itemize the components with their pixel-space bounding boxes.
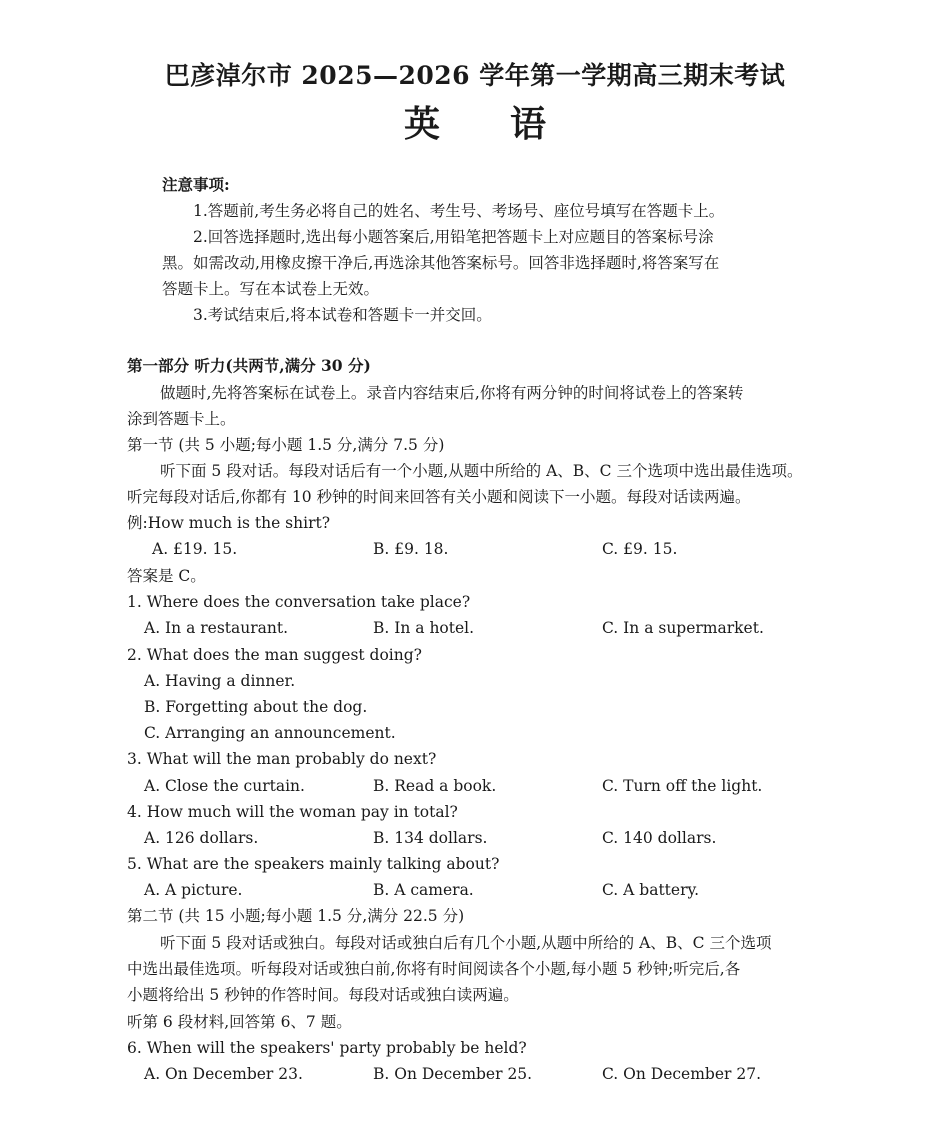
q6-option-c: C. On December 27.: [602, 1065, 762, 1083]
material-6-instruction: 听第 6 段材料,回答第 6、7 题。: [127, 1013, 352, 1031]
q3-option-b: B. Read a book.: [373, 777, 497, 795]
question-1: 1. Where does the conversation take place?: [127, 593, 471, 611]
q5-option-c: C. A battery.: [602, 881, 700, 899]
q4-option-a: A. 126 dollars.: [144, 829, 259, 847]
exam-title: 巴彦淖尔市 2025—2026 学年第一学期高三期末考试: [164, 61, 786, 90]
question-3: 3. What will the man probably do next?: [127, 750, 437, 768]
q1-option-a: A. In a restaurant.: [144, 619, 289, 637]
question-6: 6. When will the speakers' party probably be held?: [127, 1039, 527, 1057]
section2-instr-line-3: 小题将给出 5 秒钟的作答时间。每段对话或独白读两遍。: [127, 986, 519, 1004]
example-option-c: C. £9. 15.: [602, 540, 678, 558]
q2-option-c: C. Arranging an announcement.: [144, 724, 396, 742]
notice-item-2-line-3: 答题卡上。写在本试卷上无效。: [162, 280, 380, 298]
part1-intro-line-2: 涂到答题卡上。: [127, 410, 236, 428]
q3-option-a: A. Close the curtain.: [144, 777, 305, 795]
section2-instr-line-2: 中选出最佳选项。听每段对话或独白前,你将有时间阅读各个小题,每小题 5 秒钟;听完后,各: [127, 960, 741, 978]
q2-option-b: B. Forgetting about the dog.: [144, 698, 368, 716]
example-question: 例:How much is the shirt?: [127, 514, 331, 532]
notice-heading: 注意事项:: [162, 175, 230, 194]
subject-title: 英语: [403, 103, 616, 145]
section1-instr-line-2: 听完每段对话后,你都有 10 秒钟的时间来回答有关小题和阅读下一小题。每段对话读两遍。: [127, 488, 751, 506]
notice-item-1: 1.答题前,考生务必将自己的姓名、考生号、考场号、座位号填写在答题卡上。: [193, 202, 725, 220]
q5-option-a: A. A picture.: [144, 881, 243, 899]
question-4: 4. How much will the woman pay in total?: [127, 803, 458, 821]
q4-option-c: C. 140 dollars.: [602, 829, 717, 847]
part1-intro-line-1: 做题时,先将答案标在试卷上。录音内容结束后,你将有两分钟的时间将试卷上的答案转: [160, 384, 744, 402]
q6-option-b: B. On December 25.: [373, 1065, 533, 1083]
part1-heading: 第一部分 听力(共两节,满分 30 分): [127, 356, 371, 375]
section1-heading: 第一节 (共 5 小题;每小题 1.5 分,满分 7.5 分): [127, 436, 445, 454]
example-option-a: A. £19. 15.: [152, 540, 238, 558]
example-answer: 答案是 C。: [127, 567, 206, 585]
notice-item-2-line-2: 黑。如需改动,用橡皮擦干净后,再选涂其他答案标号。回答非选择题时,将答案写在: [162, 254, 720, 272]
section1-instr-line-1: 听下面 5 段对话。每段对话后有一个小题,从题中所给的 A、B、C 三个选项中选出最佳选项。: [160, 462, 803, 480]
section2-heading: 第二节 (共 15 小题;每小题 1.5 分,满分 22.5 分): [127, 907, 465, 925]
q6-option-a: A. On December 23.: [144, 1065, 303, 1083]
q3-option-c: C. Turn off the light.: [602, 777, 763, 795]
question-2: 2. What does the man suggest doing?: [127, 646, 422, 664]
q5-option-b: B. A camera.: [373, 881, 474, 899]
example-option-b: B. £9. 18.: [373, 540, 449, 558]
question-5: 5. What are the speakers mainly talking about?: [127, 855, 500, 873]
q4-option-b: B. 134 dollars.: [373, 829, 488, 847]
notice-item-2-line-1: 2.回答选择题时,选出每小题答案后,用铅笔把答题卡上对应题目的答案标号涂: [193, 228, 714, 246]
notice-item-3: 3.考试结束后,将本试卷和答题卡一并交回。: [193, 306, 492, 324]
section2-instr-line-1: 听下面 5 段对话或独白。每段对话或独白后有几个小题,从题中所给的 A、B、C 三个选项: [160, 934, 772, 952]
q2-option-a: A. Having a dinner.: [144, 672, 296, 690]
q1-option-b: B. In a hotel.: [373, 619, 475, 637]
q1-option-c: C. In a supermarket.: [602, 619, 764, 637]
